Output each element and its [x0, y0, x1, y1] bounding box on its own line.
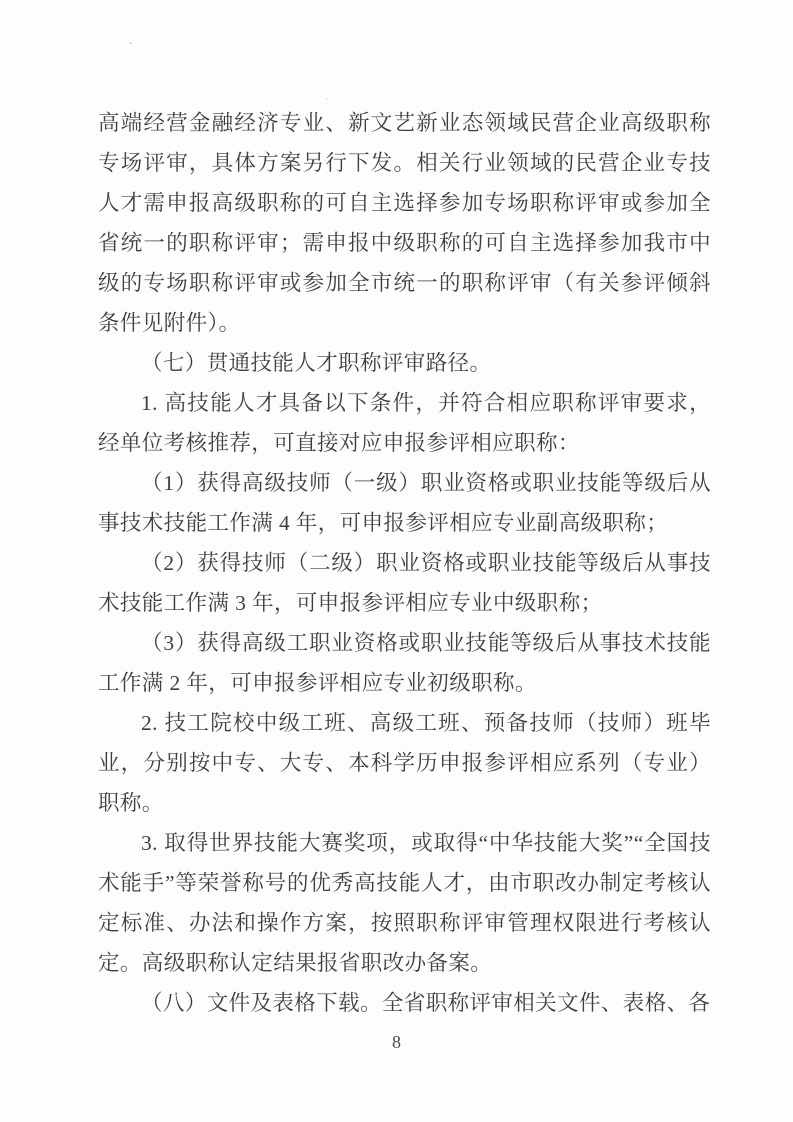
paragraph-section-7-heading: （七）贯通技能人才职称评审路径。 — [141, 351, 492, 375]
paragraph-item-1: 1. 高技能人才具备以下条件，并符合相应职称评审要求，经单位考核推荐，可直接对应申报参评相应职称： — [98, 391, 711, 455]
scan-speck — [434, 47, 436, 49]
scan-speck — [326, 98, 328, 100]
page-number: 8 — [392, 1032, 401, 1052]
paragraph-item-2: 2. 技工院校中级工班、高级工班、预备技师（技师）班毕业，分别按中专、大专、本科学历申报参评相应系列（专业）职称。 — [98, 711, 711, 815]
paragraph-item-3: 3. 取得世界技能大赛奖项，或取得“中华技能大奖”“全国技术能手”等荣誉称号的优秀高技能人才，由市职改办制定考核认定标准、办法和操作方案，按照职称评审管理权限进行考核认定。高级职称认定结果报省职改办备案。 — [98, 831, 711, 975]
paragraph-section-8-heading: （八）文件及表格下载。全省职称评审相关文件、表格、各 — [141, 991, 711, 1015]
paragraph-subitem-3: （3）获得高级工职业资格或职业技能等级后从事技术技能工作满 2 年，可申报参评相应专业初级职称。 — [98, 631, 711, 695]
scan-speck — [129, 42, 132, 44]
paragraph-continuation: 高端经营金融经济专业、新文艺新业态领域民营企业高级职称专场评审，具体方案另行下发。相关行业领域的民营企业专技人才需申报高级职称的可自主选择参加专场职称评审或参加全省统一的职称评审；需申报中级职称的可自主选择参加我市中级的专场职称评审或参加全市统一的职称评审（有关参评倾斜条件见附件）。 — [98, 111, 711, 335]
body-text — [98, 103, 711, 1023]
paragraph-subitem-1: （1）获得高级技师（一级）职业资格或职业技能等级后从事技术技能工作满 4 年，可申报参评相应专业副高级职称； — [98, 471, 711, 535]
paragraph-subitem-2: （2）获得技师（二级）职业资格或职业技能等级后从事技术技能工作满 3 年，可申报参评相应专业中级职称； — [98, 551, 711, 615]
